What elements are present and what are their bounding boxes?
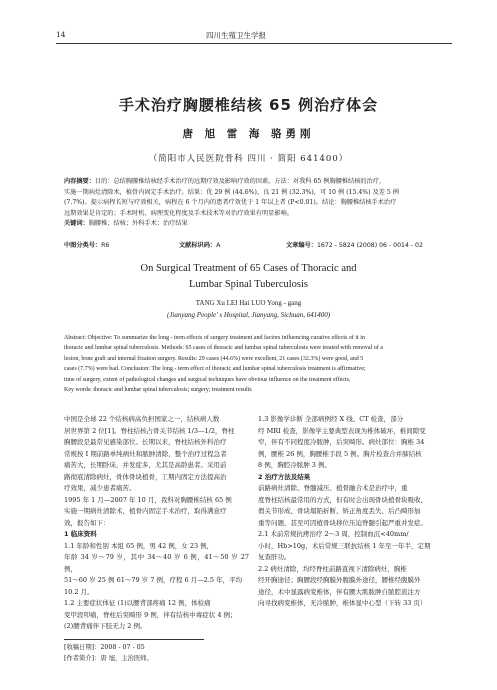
body-line: 变甲段叩痛，脊柱后突畸形 9 例，伴有结核中毒症状 4 例； xyxy=(64,610,237,619)
body-line: 1.3 影像学诊断 全部病例经 X 线、CT 检查，部分 xyxy=(258,415,404,423)
body-line: 居世界第 2 位[1]。脊柱结核占骨关节结核 1/3—1/2，脊柱 xyxy=(64,426,235,435)
abstract-en-line: Abstract: Objective: To summarize the long - term effects of surgery treatment and factors influencing curative effects of it in xyxy=(64,335,365,341)
body-line: 中国是全球 22 个结核病高负担国家之一，结核病人数 xyxy=(64,415,220,423)
received-date: [收稿日期]：2008 - 07 - 05 xyxy=(64,644,145,651)
body-line: 途径，术中显露病变椎体，伴有腰大肌脓肿自脓腔流注方 xyxy=(258,587,421,596)
body-line: 1995 年 1 月—2007 年 10 月，我科对胸腰椎结核 65 例 xyxy=(64,495,232,504)
body-line: (2)腰背痛伴下肢无力 2 例。 xyxy=(64,622,147,630)
body-line: 效，报告如下： xyxy=(64,518,110,527)
abstract-en-line: lesion, bone graft and internal fixation surgery. Results: 29 cases (44.6%) were excellent, 21 cases (32.3%) were good, and 5 xyxy=(64,355,364,362)
abstract-label: 内容摘要： xyxy=(64,178,95,185)
body-line: 年龄 34 岁～79 岁，其中 34～40 岁 6 例，41～50 岁 27 例， xyxy=(64,553,249,573)
body-line: 胸腰段是最常见感染部位。长期以来，脊柱结核外科治疗 xyxy=(64,438,227,446)
body-line: 痛苦大，长期卧床，并发症多，尤其是高龄患者。采用前 xyxy=(64,461,227,469)
body-line: 2.1 术前常规抗痨治疗 2～3 周，控制血沉<40mm/ xyxy=(258,530,409,538)
footnote xyxy=(64,643,153,664)
keywords: 胸腰椎；结核；外科手术；治疗结果 xyxy=(88,220,188,228)
left-column xyxy=(64,414,249,633)
body-line: 1.2 主要症状体征 (1)以腰背部疼痛 12 例，体检痛 xyxy=(64,599,211,607)
section-heading: 1 临床资料 xyxy=(64,530,97,538)
body-line: 小时，Hb>10g，术后常规三联抗结核 1 年至一年半，定期 xyxy=(258,541,431,550)
body-line: 8 例，胸腔冷脓肿 3 例。 xyxy=(258,461,331,469)
abstract-en-line: cases (7.7%) were bad. Conclusion: The long - term effect of thoracic and lumbar spinal tuberculosis treatment is affirmative; xyxy=(64,366,366,373)
affiliation: （简阳市人民医院骨科 四川 · 简阳 641400） xyxy=(148,154,349,164)
abstract-en-line: time of surgery, extent of pathological changes and surgical techniques have obvious influence on the treatment effects. xyxy=(64,376,351,383)
authors: 唐 旭 雷 海 骆勇刚 xyxy=(182,128,315,140)
body-line: 例，腰椎 26 例，胸腰椎手段 5 例。胸片检查合并肺结核 xyxy=(258,449,422,458)
article-number-entry: 文章编号：1672 - 5824 (2008) 06 - 0014 - 02 xyxy=(286,242,423,249)
body-line: 2.2 病灶清除，均经脊柱前路直视下清除病灶，胸椎 xyxy=(258,564,407,573)
english-authors: TANG Xu LEI Hai LUO Yong - gang xyxy=(195,299,302,307)
abstract-line: (7.7%)。提示病程长短与疗效相关，病程在 6 个月内的患者疗效优于 1 年以上者 (P<0.01)。结论：胸腰椎结核手术治疗 xyxy=(64,199,397,207)
footnote-rule xyxy=(64,639,204,640)
abstract-en xyxy=(64,333,442,395)
abstract-en-line: Key words: thoracic and lumbar spinal tuberculosis; surgery; treatment results xyxy=(64,387,252,394)
abstract-en-line: thoracic and lumbar spinal tuberculosis. Methods: 65 cases of thoracic and lumbar spinal tuberculosis were treated with removal of a xyxy=(64,345,383,352)
section-heading: 2 治疗方法及结果 xyxy=(258,472,311,481)
abstract-zh xyxy=(64,177,442,230)
english-title-line-1: On Surgical Treatment of 65 Cases of Thoracic and xyxy=(140,263,357,274)
doc-code-entry: 文献标识码：A xyxy=(179,242,221,249)
body-line: 疗效果，减少患者痛苦。 xyxy=(64,484,136,492)
clc-entry: 中图分类号：R6 xyxy=(64,242,110,249)
keywords-label: 关键词： xyxy=(64,220,89,228)
journal-name: 四川生殖卫生学报 xyxy=(206,31,266,40)
body-line: 度脊柱结核最常用的方式，但有时会出现骨块植骨块吸收、 xyxy=(258,495,427,504)
body-line: 常规按 I 期前路单纯病灶和脓肿清除，整个治疗过程急者 xyxy=(64,449,227,458)
abstract-line: 目的：总结胸腰椎结核经手术治疗的远期疗效及影响疗效的因素。方法：对我科 65 例胸腰椎结核的治疗， xyxy=(94,178,386,185)
body-line: 经开胸途径；胸腰段经胸膜外腹膜外途径，腰椎经腹膜外 xyxy=(258,576,421,584)
body-line: 前路病灶清除、脊髓减压、植骨融合术是治疗中，重 xyxy=(258,484,408,492)
body-line: 复查肝功。 xyxy=(258,553,291,561)
body-line: 10.2 月。 xyxy=(64,587,94,596)
author-bio: [作者简介]：唐 旭，主治医师。 xyxy=(64,654,153,662)
right-column xyxy=(258,414,443,610)
body-line: 实施一期病灶清除术，植骨内固定手术治疗，取得满意疗 xyxy=(64,507,227,515)
body-line: 1.1 年龄和性别 本组 65 例，男 42 例，女 23 例， xyxy=(64,541,214,550)
body-line: 向寻找病变椎体，无冷脓肿，椎体显中心型（下转 33 页） xyxy=(258,599,427,607)
body-line: 51～60 岁 25 例 61～79 岁 7 例，疗程 6 月—2.5 年，平均 xyxy=(64,576,243,584)
abstract-line: 远期效果是肯定的；手术时机、病理变化程度及手术技术等对治疗效果有明显影响。 xyxy=(64,209,293,217)
english-affiliation: (Jianyang People' s Hospital, Jianyang, Sichuan, 641400) xyxy=(166,311,331,319)
article-title: 手术治疗胸腰椎结核 65 例治疗体会 xyxy=(118,96,379,114)
body-line: 窄，伴有不同程度冷脓肿，后突畸形。病灶部位：胸椎 34 xyxy=(258,438,425,446)
header-rule xyxy=(56,43,452,44)
body-line: 重等问题，甚至可因植骨块移位压迫脊髓引起严重并发症。 xyxy=(258,518,427,527)
body-line: 假关节形成、骨块塌陷折断、矫正角度丢失、后凸畸形加 xyxy=(258,507,421,515)
abstract-line: 实施一期病灶清除术，植骨内固定手术治疗。结果：优 29 例 (44.6%)，良 21 例 (32.3%)，可 10 例 (15.4%) 及差 5 例 xyxy=(64,188,399,196)
page-number: 14 xyxy=(56,30,66,39)
english-title-line-2: Lumbar Spinal Tuberculosis xyxy=(188,279,308,290)
body-line: 经 MRI 检查，影像学主要典型表现为椎体破坏，椎间隙变 xyxy=(258,426,426,435)
body-line: 路彻底清除病灶，骨体骨块植骨，工期内固定方法提高治 xyxy=(64,472,227,481)
